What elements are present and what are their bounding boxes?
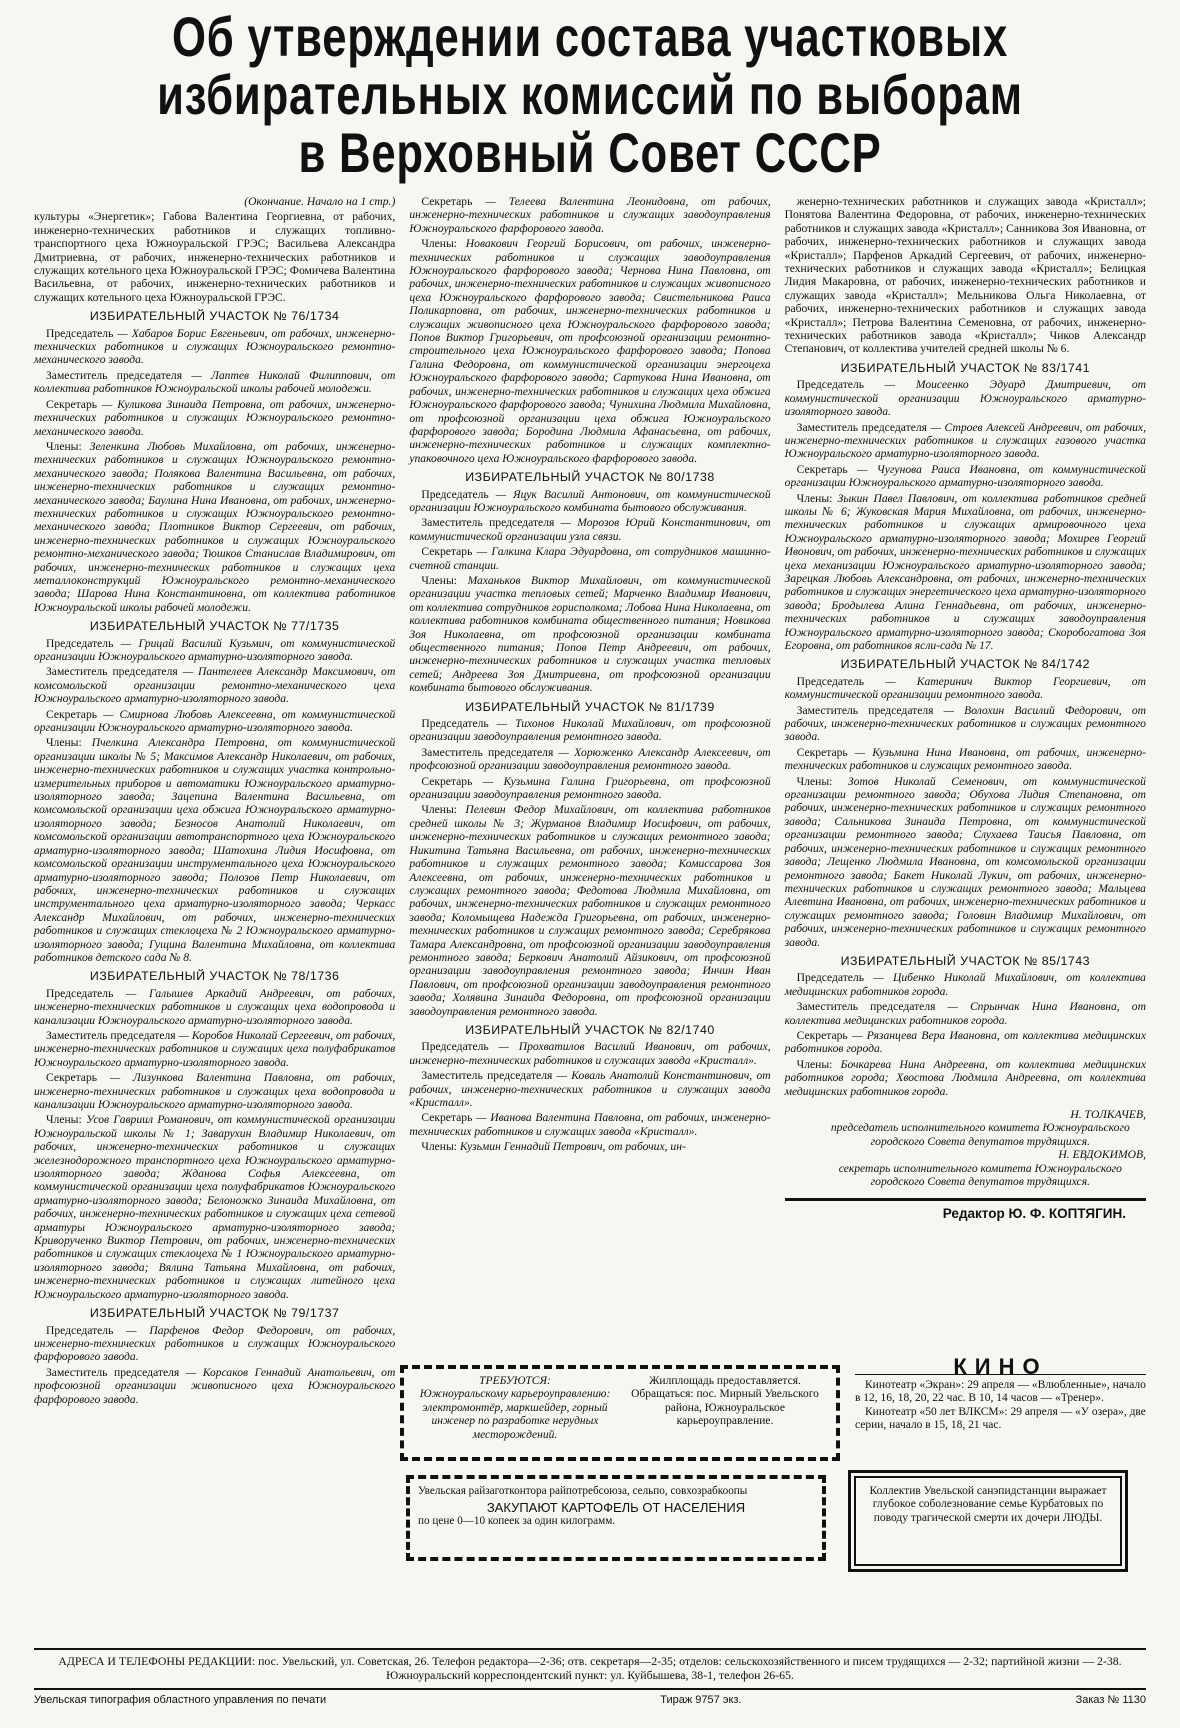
headline-line-1: Об утверждении состава участковых — [171, 5, 1009, 68]
section-paragraph — [409, 803, 770, 1018]
section-paragraph — [34, 327, 395, 367]
signature-role-1: председатель исполнительного комитета Южноуральского городского Совета депутатов трудящихся. — [830, 1121, 1130, 1148]
role-label: Секретарь — [421, 545, 473, 559]
member-text: — Грицай Василий Кузьмич, от коммунистической организации Южноуральского арматурно-изоляторного завода. — [34, 636, 396, 663]
section-paragraph: женерно-технических работников и служащих завода «Кристалл»; Понятова Валентина Федоровна, от рабочих, инженерно-технических работников и служащих завода «Кристалл»; Санникова Зоя Ивановна, от рабочих, инженерно-технических работников и служащих завода «Кристалл»; Парфенов Аркадий Сергеевич, от рабочих, инженерно-технических работников и служащих завода «Кристалл»; Белицкая Лидия Макаровна, от рабочих, инженерно-технических работников и служащих завода «Кристалл»; Мельникова Ольга Николаевна, от рабочих, инженерно-технических работников и служащих завода «Кристалл»; Петрова Валентина Семеновна, от рабочих, инженерно-технических работников завода «Кристалл»; Чиков Александр Степанович, от коллектива учителей средней школы № 6. — [784, 195, 1146, 356]
column-2 — [409, 195, 770, 1335]
headline-line-3: в Верховный Совет СССР — [298, 121, 882, 184]
section-paragraph — [785, 704, 1146, 744]
member-text: — Прохватилов Василий Иванович, от рабочих, инженерно-технических работников и служащих завода «Кристалл». — [409, 1040, 771, 1067]
section-paragraph — [785, 463, 1146, 490]
signatures — [785, 1108, 1146, 1188]
member-text: Новакович Георгий Борисович, от рабочих, инженерно-технических работников и служащих заводоуправления Южноуральского фарфорового завода; Чернова Нина Павловна, от рабочих, инженерно-технических работников и служащих живописного цеха Южноуральского фарфорового завода; Свистельникова Раиса Поликарповна, от рабочих, инженерно-технических работников и служащих живописного цеха Южноуральского фарфорового завода; Попов Виктор Григорьевич, от профсоюзной организации ремонтно-строительного цеха Южноуральского фарфорового завода; Попова Галина Федоровна, от коммунистической организации энергоцеха Южноуральского фарфорового завода; Сартукова Нина Ивановна, от рабочих, инженерно-технических работников и служащих цеха обжига Южноуральского фарфорового завода; Чунихина Людмила Михайловна, от профсоюзной организации цеха обжига Южноуральского фарфорового завода; Бородина Людмила Афанасьевна, от рабочих, инженерно-технических работников и служащих комплектно-упаковочного цеха Южноуральского фарфорового завода. — [409, 237, 771, 465]
section-paragraph — [34, 398, 395, 438]
member-text: — Спрынчак Нина Ивановна, от коллектива медицинских работников города. — [784, 1000, 1146, 1027]
wanted-right: Жилплощадь предоставляется. Обращаться: пос. Мирный Увельского района, Южноуральское карьероуправление. — [631, 1375, 819, 1428]
section-paragraph — [34, 637, 395, 664]
role-label: Председатель — [421, 487, 489, 501]
section-paragraph — [34, 665, 395, 705]
section-paragraph — [409, 775, 770, 802]
condolence-notice: Коллектив Увельской санэпидстанции выражает глубокое соболезнование семье Курбатовых по поводу трагической смерти их дочери ЛЮДЫ. — [848, 1470, 1128, 1572]
role-label: Председатель — [46, 1323, 114, 1337]
section-paragraph — [409, 516, 770, 543]
role-label: Секретарь — [421, 195, 473, 208]
role-label: Заместитель председателя — [796, 1000, 936, 1014]
signature-name-1: Н. ТОЛКАЧЕВ, — [1070, 1108, 1146, 1121]
headline — [0, 5, 1180, 184]
section-paragraph — [34, 987, 395, 1027]
section-paragraph — [409, 1069, 770, 1109]
member-text: — Рязанцева Вера Ивановна, от коллектива медицинских работников города. — [784, 1028, 1146, 1056]
member-text: — Лизункова Валентина Павловна, от рабочих, инженерно-технических работников и служащих цеха водопровода и канализации Южноуральского арматурно-изоляторного завода. — [34, 1071, 396, 1111]
section-title: ИЗБИРАТЕЛЬНЫЙ УЧАСТОК № 81/1739 — [465, 699, 715, 714]
column-3 — [785, 195, 1146, 1335]
role-label: Члены: — [796, 491, 833, 505]
role-label: Заместитель председателя — [421, 745, 554, 759]
role-label: Председатель — [421, 1040, 489, 1054]
member-text: — Моисеенко Эдуард Дмитриевич, от коммунистической организации Южноуральского арматурно-изоляторного завода. — [784, 378, 1146, 419]
role-label: Секретарь — [421, 1111, 473, 1125]
member-text: — Коваль Анатолий Константинович, от рабочих, инженерно-технических работников и служащих завода «Кристалл». — [409, 1069, 771, 1109]
circulation: Тираж 9757 экз. — [660, 1694, 742, 1706]
member-text: — Иванова Валентина Павловна, от рабочих, инженерно-технических работников и служащих завода «Кристалл». — [409, 1111, 771, 1138]
headline-line-2: избирательных комиссий по выборам — [157, 63, 1023, 126]
intro-paragraph: культуры «Энергетик»; Габова Валентина Георгиевна, от рабочих, инженерно-технических работников и служащих топливно-транспортного цеха Южноуральской ГРЭС; Васильева Александра Дмитриевна, от рабочих, инженерно-технических работников и служащих котельного цеха Южноуральской ГРЭС; Фомичева Валентина Васильевна, от рабочих, инженерно-технических работников и служащих котельного цеха Южноуральской ГРЭС. — [34, 210, 396, 304]
member-text: — Смирнова Любовь Алексеевна, от коммунистической организации Южноуральского арматурно-изоляторного завода. — [34, 707, 396, 735]
section-paragraph — [785, 971, 1146, 998]
column-1 — [34, 195, 396, 1406]
role-label: Члены: — [421, 1140, 458, 1154]
role-label: Заместитель председателя — [421, 1069, 553, 1083]
member-text: — Парфенов Федор Федорович, от рабочих, инженерно-технических работников и служащих Южноуральского фарфорового завода. — [34, 1323, 396, 1364]
member-text: — Коробов Николай Сергеевич, от рабочих, инженерно-технических работников и служащих цеха полуфабрикатов Южноуральского арматурно-изоляторного завода. — [34, 1028, 396, 1069]
editor-line: Редактор Ю. Ф. КОПТЯГИН. — [785, 1198, 1146, 1220]
signature-name-2: Н. ЕВДОКИМОВ, — [1058, 1148, 1146, 1162]
kino-title: КИНО — [855, 1360, 1146, 1375]
kino-listing — [855, 1354, 1146, 1433]
member-text: — Телеева Валентина Леонидовна, от рабочих, инженерно-технических работников и служащих заводоуправления Южноуральского фарфорового завода. — [409, 195, 771, 235]
section-paragraph — [34, 736, 395, 964]
member-text: — Яцук Василий Антонович, от коммунистической организации Южноуральского комбината бытового обслуживания. — [409, 487, 771, 514]
section-paragraph — [409, 237, 770, 465]
section-paragraph — [785, 1058, 1146, 1098]
member-text: Зыкин Павел Павлович, от коллектива работников средней школы № 6; Жуковская Мария Михайловна, от рабочих, инженерно-технических работников и служащих армировочного цеха Южноуральского арматурно-изоляторного завода; Мохирев Георгий Ивонович, от рабочих, инженерно-технических работников и служащих цеха механизации Южноуральского арматурно-изоляторного завода; Зарецкая Любовь Александровна, от рабочих, инженерно-технических работников и служащих энергетического цеха арматурно-изоляторного завода; Бродылева Алина Геннадьевна, от рабочих, инженерно-технических работников и служащих заводоуправления Южноуральского арматурно-изоляторного завода; Скоробогатова Зоя Егоровна, от работников ясли-сада № 17. — [784, 491, 1146, 652]
member-text: — Катеринич Виктор Георгиевич, от коммунистической организации ремонтного завода. — [784, 674, 1146, 702]
section-paragraph — [785, 492, 1146, 653]
role-label: Председатель — [46, 636, 114, 650]
continuation-note: (Окончание. Начало на 1 стр.) — [244, 195, 396, 208]
order-number: Заказ № 1130 — [1075, 1694, 1146, 1706]
role-label: Секретарь — [46, 397, 98, 411]
potato-headline: ЗАКУПАЮТ КАРТОФЕЛЬ ОТ НАСЕЛЕНИЯ — [486, 1500, 746, 1516]
role-label: Заместитель председателя — [46, 368, 183, 382]
section-paragraph — [409, 1040, 770, 1067]
role-label: Члены: — [421, 237, 458, 251]
kino-item-2: Кинотеатр «50 лет ВЛКСМ»: 29 апреля — «У озера», две серии, начало в 15, 18, 21 час. — [855, 1405, 1146, 1432]
role-label: Секретарь — [796, 745, 848, 759]
potato-intro: Увельская райзаготконтора райпотребсоюза, сельпо, совхозрабкоопы — [418, 1485, 748, 1497]
member-text: — Хабаров Борис Евгеньевич, от рабочих, инженерно-технических работников и служащих Южноуральского ремонтно-механического завода. — [34, 326, 396, 367]
role-label: Члены: — [46, 1113, 82, 1127]
member-text: — Галкина Клара Эдуардовна, от сотрудников машинно-счетной станции. — [409, 545, 771, 572]
section-paragraph — [785, 775, 1146, 949]
role-label: Секретарь — [46, 1071, 98, 1085]
member-text: Бочкарева Нина Андреевна, от коллектива медицинских работников города; Хвостова Людмила Андреевна, от коллектива медицинских работников города. — [784, 1057, 1146, 1098]
member-text: Пелевин Федор Михайлович, от коллектива работников средней школы № 3; Журманов Владимир Иосифович, от рабочих, инженерно-технических работников и служащих ремонтного завода; Никитина Татьяна Васильевна, от рабочих, инженерно-технических работников и служащих ремонтного завода; Комиссарова Зоя Алексеевна, от рабочих, инженерно-технических работников и служащих ремонтного завода; Федотова Людмила Михайловна, от рабочих, инженерно-технических работников и служащих ремонтного завода; Коломыщева Надежда Григорьевна, от рабочих, инженерно-технических работников и служащих ремонтного завода; Серебрякова Тамара Александровна, от профсоюзной организации заводоуправления ремонтного завода; Беркович Анатолий Айзикович, от профсоюзной организации заводоуправления ремонтного завода; Инчин Иван Павлович, от профсоюзной организации заводоуправления ремонтного завода; Холявина Зинаида Федоровна, от профсоюзной организации заводоуправления ремонтного завода. — [409, 803, 771, 1018]
footer — [34, 1648, 1146, 1707]
role-label: Заместитель председателя — [46, 665, 178, 679]
section-title: ИЗБИРАТЕЛЬНЫЙ УЧАСТОК № 76/1734 — [89, 309, 340, 324]
printer: Увельская типография областного управления по печати — [34, 1694, 327, 1706]
role-label: Председатель — [421, 717, 489, 731]
section-paragraph — [34, 708, 395, 735]
role-label: Секретарь — [796, 1028, 848, 1042]
potato-price: по цене 0—10 копеек за один килограмм. — [418, 1514, 616, 1527]
role-label: Секретарь — [421, 774, 473, 788]
member-text: Пчелкина Александра Петровна, от коммунистической организации школы № 5; Максимов Александр Николаевич, от рабочих, инженерно-технических работников и служащих участка контрольно-измерительных приборов и автоматики Южноуральского арматурно-изоляторного завода; Зацепина Валентина Васильевна, от комсомольской организации цеха обжига Южноуральского арматурно-изоляторного завода; Безносов Анатолий Николаевич, от комсомольской организации автотранспортного цеха Южноуральского арматурно-изоляторного завода; Шатохина Лидия Иосифовна, от комсомольской организации инструментального цеха Южноуральского арматурно-изоляторного завода; Полозов Петр Николаевич, от рабочих, инженерно-технических работников и служащих инструментального цеха арматурно-изоляторного завода; Черкасс Александр Михайлович, от рабочих, инженерно-технических работников и служащих стеклоцеха № 2 Южноуральского арматурно-изоляторного завода; Гущина Валентина Михайловна, от коллектива работников детского сада № 8. — [34, 736, 396, 964]
section-title: ИЗБИРАТЕЛЬНЫЙ УЧАСТОК № 82/1740 — [465, 1022, 715, 1037]
member-text: — Цибенко Николай Михайлович, от коллектива медицинских работников города. — [784, 971, 1146, 998]
role-label: Члены: — [796, 774, 833, 788]
member-text: — Строев Алексей Андреевич, от рабочих, инженерно-технических работников и служащих газового участка Южноуральского арматурно-изоляторного завода. — [784, 420, 1146, 461]
section-paragraph — [409, 488, 770, 515]
section-title: ИЗБИРАТЕЛЬНЫЙ УЧАСТОК № 85/1743 — [840, 953, 1091, 968]
role-label: Члены: — [46, 736, 82, 750]
role-label: Члены: — [46, 439, 82, 453]
section-title: ИЗБИРАТЕЛЬНЫЙ УЧАСТОК № 79/1737 — [89, 1306, 340, 1321]
section-paragraph — [409, 195, 770, 235]
section-title: ИЗБИРАТЕЛЬНЫЙ УЧАСТОК № 80/1738 — [465, 470, 715, 485]
imprint-line — [34, 1688, 1146, 1707]
section-paragraph — [409, 574, 770, 695]
member-text: — Кузьмина Нина Ивановна, от рабочих, инженерно-технических работников и служащих ремонтного завода. — [784, 745, 1146, 773]
member-text: Маханьков Виктор Михайлович, от коммунистической организации участка тепловых сетей; Марченко Владимир Иванович, от коллектива сотрудников горисполкома; Лобова Нина Николаевна, от коллектива работников комбината общественного питания; Новикова Зоя Николаевна, от профсоюзной организации комбината общественного питания; Попов Петр Андреевич, от рабочих, инженерно-технических работников и служащих участка тепловых сетей; Андреева Зоя Дмитриевна, от профсоюзной организации комбината бытового обслуживания. — [409, 573, 771, 695]
section-title: ИЗБИРАТЕЛЬНЫЙ УЧАСТОК № 83/1741 — [840, 360, 1091, 375]
section-paragraph — [785, 1029, 1146, 1056]
role-label: Председатель — [796, 971, 865, 985]
section-paragraph — [34, 440, 395, 614]
member-text: — Галышев Аркадий Андреевич, от рабочих, инженерно-технических работников и служащих цеха водопровода и канализации Южноуральского арматурно-изоляторного завода. — [34, 986, 396, 1027]
role-label: Заместитель председателя — [421, 516, 555, 530]
member-text: — Куликова Зинаида Петровна, от рабочих, инженерно-технических работников и служащих Южноуральского ремонтно-механического завода. — [34, 397, 396, 438]
section-paragraph — [409, 545, 770, 572]
signature-role-2: секретарь исполнительного комитета Южноуральского городского Совета депутатов трудящихся. — [838, 1161, 1122, 1189]
role-label: Члены: — [421, 573, 458, 587]
section-title: ИЗБИРАТЕЛЬНЫЙ УЧАСТОК № 78/1736 — [89, 969, 340, 984]
wanted-ad — [400, 1365, 840, 1461]
role-label: Председатель — [46, 986, 114, 1000]
role-label: Секретарь — [796, 462, 848, 476]
member-text: — Кузьмина Галина Григорьевна, от профсоюзной организации заводоуправления ремонтного завода. — [409, 774, 771, 802]
role-label: Председатель — [796, 378, 865, 392]
section-paragraph — [34, 1071, 395, 1111]
role-label: Заместитель председателя — [796, 420, 927, 434]
section-paragraph — [409, 1140, 770, 1153]
role-label: Председатель — [46, 326, 114, 340]
section-title: ИЗБИРАТЕЛЬНЫЙ УЧАСТОК № 77/1735 — [89, 619, 340, 634]
section-title: ИЗБИРАТЕЛЬНЫЙ УЧАСТОК № 84/1742 — [840, 657, 1091, 672]
section-paragraph — [409, 717, 770, 744]
member-text: — Лаптев Николай Филиппович, от коллектива работников Южноуральской школы рабочей молодежи. — [34, 368, 396, 396]
section-paragraph — [34, 1366, 395, 1406]
role-label: Члены: — [796, 1057, 833, 1071]
editorial-address: АДРЕСА И ТЕЛЕФОНЫ РЕДАКЦИИ: пос. Увельский, ул. Советская, 26. Телефон редактора—2-36; отв. секретаря—2-35; отделов: сельскохозяйственного и писем трудящихся — 2-32; партийной жизни — 2-38. Южноуральский корреспондентский пункт: ул. Куйбышева, 38-1, телефон 26-65. — [58, 1654, 1122, 1682]
section-paragraph — [34, 1029, 395, 1069]
section-paragraph — [409, 1111, 770, 1138]
ads-area — [400, 1340, 1146, 1640]
section-paragraph — [785, 378, 1146, 418]
section-paragraph — [785, 746, 1146, 773]
member-text: — Тихонов Николай Михайлович, от профсоюзной организации заводоуправления ремонтного завода. — [409, 717, 771, 744]
role-label: Заместитель председателя — [46, 1028, 176, 1042]
member-text: Зеленкина Любовь Михайловна, от рабочих, инженерно-технических работников и служащих Южноуральского ремонтно-механического завода; Полякова Валентина Васильевна, от рабочих, инженерно-технических работников и служащих ремонтно-механического завода; Баулина Нина Ивановна, от рабочих, инженерно-технических работников и служащих Южноуральского ремонтно-механического завода; Плотников Виктор Сергеевич, от рабочих, инженерно-технических работников и служащих Южноуральского ремонтно-механического завода; Тюшков Станислав Владимирович, от рабочих, инженерно-технических работников и служащих цеха металлоконструкций Южноуральского ремонтно-механического завода; Шарова Нина Константиновна, от коллектива работников Южноуральской школы рабочей молодежи. — [34, 439, 396, 614]
role-label: Председатель — [796, 674, 865, 688]
member-text: — Хорюженко Александр Алексеевич, от профсоюзной организации заводоуправления ремонтного завода. — [409, 745, 771, 773]
section-paragraph — [785, 421, 1146, 461]
role-label: Заместитель председателя — [46, 1365, 180, 1379]
member-text: — Волохин Василий Федорович, от рабочих, инженерно-технических работников и служащих ремонтного завода. — [784, 703, 1146, 744]
section-paragraph — [34, 369, 395, 396]
member-text: — Пантелеев Александр Максимович, от комсомольской организации ремонтно-механического цеха Южноуральского арматурно-изоляторного завода. — [34, 665, 396, 706]
role-label: Заместитель председателя — [796, 703, 934, 717]
wanted-left — [410, 1375, 620, 1451]
kino-item-1: Кинотеатр «Экран»: 29 апреля — «Влюбленные», начало в 12, 16, 18, 20, 22 час. В 10, 14 часов — «Тренер». — [855, 1378, 1146, 1405]
member-text: — Морозов Юрий Константинович, от коммунистической организации узла связи. — [409, 516, 771, 543]
wanted-title: ТРЕБУЮТСЯ: — [479, 1375, 551, 1387]
member-text: Зотов Николай Семенович, от коммунистической организации ремонтного завода; Обухова Лидия Степановна, от рабочих, инженерно-технических работников и служащих ремонтного завода; Сальникова Зинаида Петровна, от коммунистической организации ремонтного завода; Слухаева Таисья Павловна, от рабочих, инженерно-технических работников и служащих ремонтного завода; Лещенко Людмила Ивановна, от комсомольской организации ремонтного завода; Бакет Николай Лукич, от рабочих, инженерно-технических работников и служащих ремонтного завода; Мальцева Алевтина Ивановна, от рабочих, инженерно-технических работников и служащих ремонтного завода; Головин Владимир Михайлович, от рабочих, инженерно-технических работников и служащих ремонтного завода. — [784, 774, 1146, 949]
member-text: — Корсаков Геннадий Анатольевич, от профсоюзной организации живописного цеха Южноуральского фарфорового завода. — [34, 1365, 396, 1406]
role-label: Секретарь — [46, 707, 98, 721]
section-paragraph — [409, 746, 770, 773]
member-text: Кузьмин Геннадий Петрович, от рабочих, ин- — [457, 1140, 686, 1154]
member-text: — Чугунова Раиса Ивановна, от коммунистической организации Южноуральского арматурно-изоляторного завода. — [784, 462, 1146, 490]
section-paragraph — [785, 675, 1146, 702]
section-paragraph — [34, 1324, 395, 1364]
role-label: Члены: — [421, 803, 458, 817]
member-text: Усов Гавриил Романович, от коммунистической организации Южноуральской школы № 1; Заварухин Владимир Николаевич, от рабочих, инженерно-технических работников и служащих железнодорожного транспортного цеха Южноуральского арматурно-изоляторного завода; Жданова Софья Алексеевна, от коммунистической организации цеха полуфабрикатов Южноуральского арматурно-изоляторного завода; Белоножко Зинаида Михайловна, от рабочих, инженерно-технических работников и служащих цеха сетевой арматуры Южноуральского арматурно-изоляторного завода; Криворученко Виктор Петрович, от рабочих, инженерно-технических работников и служащих стеклоцеха № 1 Южноуральского арматурно-изоляторного завода; Вялина Татьяна Михайловна, от рабочих, инженерно-технических работников и служащих литейного цеха Южноуральского арматурно-изоляторного завода. — [34, 1113, 396, 1301]
potato-ad — [406, 1475, 826, 1561]
section-paragraph — [785, 1000, 1146, 1027]
section-paragraph — [34, 1113, 395, 1301]
wanted-text: Южноуральскому карьероуправлению: электромонтёр, маркшейдер, горный инженер по разработке нерудных месторождений. — [419, 1388, 611, 1441]
